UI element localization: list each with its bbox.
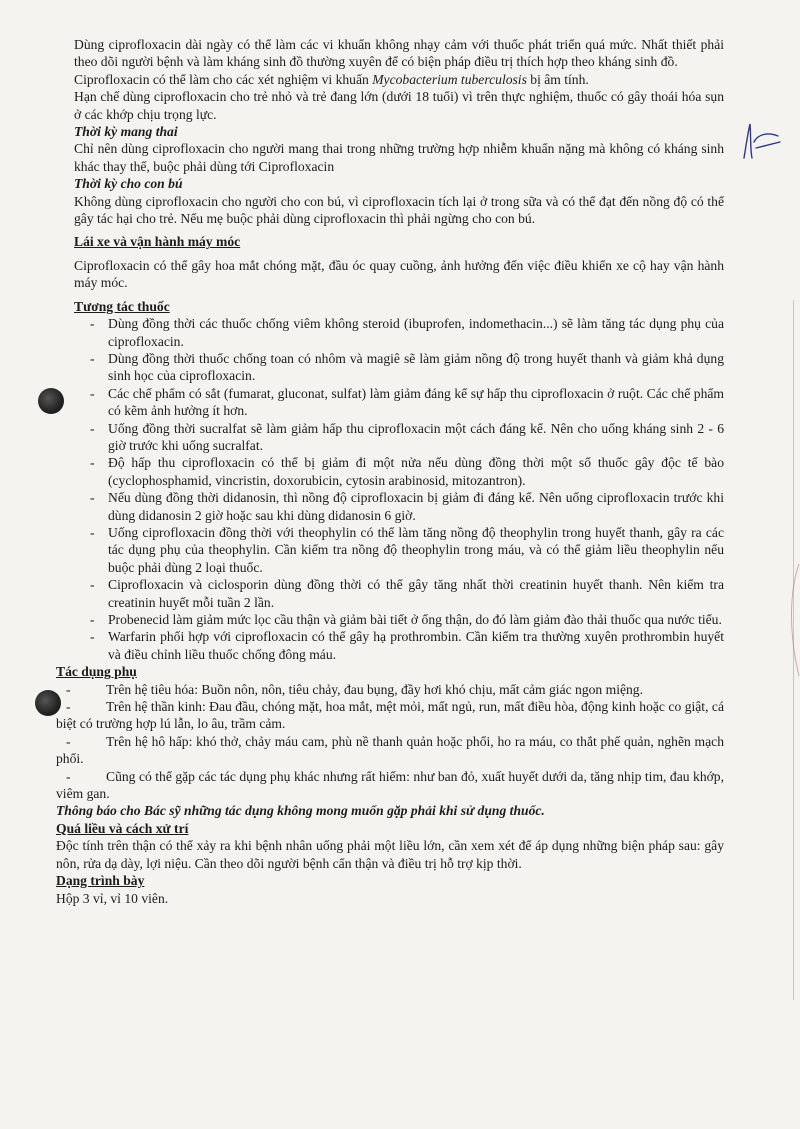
list-item: - Nếu dùng đồng thời didanosin, thì nồng độ ciprofloxacin bị giảm đi đáng kể. Nên uống ciprofloxacin trước khi dùng didanosin 2 giờ hoặc sau khi dùng didanosin 6 giờ. (90, 490, 724, 523)
list-item: - Probenecid làm giảm mức lọc cầu thận và giảm bài tiết ở ống thận, do đó làm giảm đào thải thuốc qua nước tiểu. (90, 612, 722, 627)
list-item: - Uống đồng thời sucralfat sẽ làm giảm hấp thu ciprofloxacin một cách đáng kể. Nên cho uống kháng sinh 2 - 6 giờ trước khi uống sucralfat. (90, 420, 724, 453)
list-item: - Dùng đồng thời thuốc chống toan có nhôm và magiê sẽ làm giảm nồng độ trong huyết thanh và giảm khả dụng sinh học của ciprofloxacin. (90, 350, 724, 384)
list-item: - Ciprofloxacin và ciclosporin dùng đồng thời có thể gây tăng nhất thời creatinin huyết thanh. Nên kiểm tra creatinin huyết mỗi tuần 2 lần. (90, 577, 724, 610)
interactions-heading: Tương tác thuốc (74, 298, 170, 314)
organism-name: Mycobacterium tuberculosis (372, 71, 527, 87)
stamp-fragment (782, 560, 800, 680)
precaution-paragraph-3: Hạn chế dùng ciprofloxacin cho trẻ nhỏ và trẻ đang lớn (dưới 18 tuổi) vì trên thực nghiệm, thuốc có gây thoái hóa sụn ở các khớp chịu trọng lực. (74, 89, 724, 122)
list-item: - Warfarin phối hợp với ciprofloxacin có thể gây hạ prothrombin. Cần kiểm tra thường xuyên prothrombin huyết và điều chỉnh liều thuốc chống đông máu. (90, 629, 724, 662)
list-item: - Cũng có thể gặp các tác dụng phụ khác nhưng rất hiếm: như ban đỏ, xuất huyết dưới da, tăng nhịp tim, đau khớp, viêm gan. (56, 768, 724, 802)
interactions-list (56, 315, 724, 663)
list-item: - Uống ciprofloxacin đồng thời với theophylin có thể làm tăng nồng độ theophylin trong huyết thanh, gây ra các tác dụng phụ của theophylin. Cần kiểm tra nồng độ theophylin trong máu, và có thể giảm liều theophylin nếu buộc phải dùng 2 loại thuốc. (90, 524, 724, 575)
list-item: - Các chế phẩm có sắt (fumarat, gluconat, sulfat) làm giảm đáng kể sự hấp thu ciprofloxacin ở ruột. Các chế phẩm có kẽm ảnh hưởng ít hơn. (90, 385, 724, 419)
presentation-text: Hộp 3 vỉ, vỉ 10 viên. (56, 890, 169, 906)
handwritten-signature (738, 118, 782, 162)
precaution-paragraph-2: Ciprofloxacin có thể làm cho các xét nghiệm vi khuẩn Mycobacterium tuberculosis bị âm tính. (74, 71, 589, 87)
overdose-heading: Quá liều và cách xử trí (56, 820, 189, 836)
precaution-paragraph-1: Dùng ciprofloxacin dài ngày có thể làm các vi khuẩn không nhạy cảm với thuốc phát triển quá mức. Nhất thiết phải theo dõi người bệnh và làm kháng sinh đồ thường xuyên để có biện pháp điều trị thích hợp theo kháng sinh đồ. (74, 37, 724, 70)
pregnancy-heading: Thời kỳ mang thai (74, 124, 178, 140)
list-item: - Dùng đồng thời các thuốc chống viêm không steroid (ibuprofen, indomethacin...) sẽ làm tăng tác dụng phụ của ciprofloxacin. (90, 316, 724, 349)
overdose-text: Độc tính trên thận có thể xảy ra khi bệnh nhân uống phải một liều lớn, cần xem xét để áp dụng những biện pháp sau: gây nôn, rửa dạ dày, lợi niệu. Cần theo dõi người bệnh cẩn thận và điều trị hỗ trợ kịp thời. (56, 838, 724, 871)
side-effects-list (56, 681, 724, 803)
pregnancy-text: Chỉ nên dùng ciprofloxacin cho người mang thai trong những trường hợp nhiễm khuẩn nặng mà không có kháng sinh khác thay thế, buộc phải dùng tới Ciprofloxacin (74, 141, 724, 174)
breastfeeding-heading: Thời kỳ cho con bú (74, 176, 183, 192)
list-item: - Trên hệ hô hấp: khó thở, chảy máu cam, phù nề thanh quản hoặc phổi, ho ra máu, co thắt phế quản, nghẽn mạch phổi. (56, 733, 724, 767)
side-effects-heading: Tác dụng phụ (56, 664, 137, 680)
list-item: - Trên hệ tiêu hóa: Buồn nôn, nôn, tiêu chảy, đau bụng, đầy hơi khó chịu, mất cảm giác ngon miệng. (66, 681, 643, 697)
list-item: - Độ hấp thu ciprofloxacin có thể bị giảm đi một nửa nếu dùng đồng thời một số thuốc gây độc tế bào (cyclophosphamid, vincristin, doxorubicin, cytosin arabinosid, mitozantron). (90, 455, 724, 488)
driving-heading: Lái xe và vận hành máy móc (74, 234, 241, 250)
breastfeeding-text: Không dùng ciprofloxacin cho người cho con bú, vì ciprofloxacin tích lại ở trong sữa và có thể đạt đến nồng độ có thể gây tác hại cho trẻ. Nếu mẹ buộc phải dùng ciprofloxacin thì phải ngừng cho con bú. (74, 193, 724, 227)
list-item: - Trên hệ thần kinh: Đau đầu, chóng mặt, hoa mắt, mệt mỏi, mất ngủ, run, mất điều hòa, động kinh hoặc co giật, cá biệt có trường hợp lú lẫn, lo âu, trầm cảm. (56, 699, 724, 732)
leaflet-body (56, 36, 724, 907)
side-effects-notice: Thông báo cho Bác sỹ những tác dụng không mong muốn gặp phải khi sử dụng thuốc. (56, 803, 545, 819)
driving-text: Ciprofloxacin có thể gây hoa mắt chóng mặt, đầu óc quay cuồng, ảnh hưởng đến việc điều khiển xe cộ hay vận hành máy móc. (74, 257, 724, 291)
presentation-heading: Dạng trình bày (56, 873, 145, 889)
